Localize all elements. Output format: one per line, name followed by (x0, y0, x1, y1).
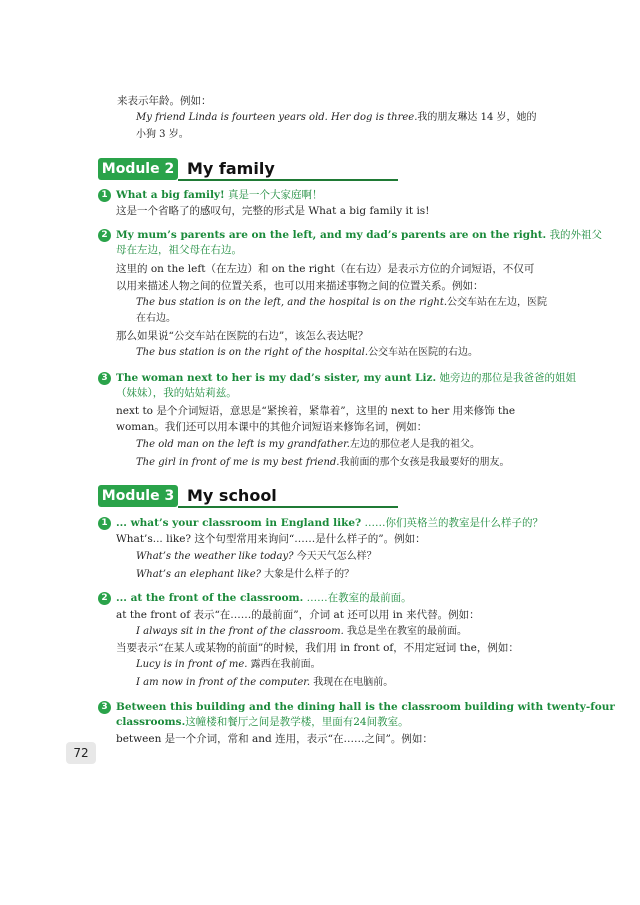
module-2-header (98, 158, 398, 182)
m3-item-1-example-1-cn: 今天天气怎么样？ (296, 551, 377, 562)
module-3-badge: Module 3 (98, 485, 178, 507)
intro-line: 来表示年龄。例如： (117, 95, 212, 107)
intro-example-cn-2: 小狗 3 岁。 (136, 129, 189, 140)
m3-item-1-example-2 (136, 568, 354, 582)
m2-item-2-example-2 (136, 346, 478, 360)
m3-item-1-example-2-cn: 大象是什么样子的？ (264, 569, 355, 580)
m2-item-2-heading-cn-2: 母在左边，祖父母在右边。 (116, 244, 242, 256)
m3-item-3-heading-en-2: classrooms. (116, 716, 186, 728)
m2-item-3-number: 3 (98, 372, 111, 385)
m2-item-2-heading-cn: 我的外祖父 (549, 229, 603, 241)
m2-item-2-number: 2 (98, 229, 111, 242)
m2-item-3-heading-cn-2: （妹妹），我的姑姑莉兹。 (116, 387, 237, 399)
m3-item-1-line: What’s... like? 这个句型常用来询问“……是什么样子的”。例如： (116, 533, 426, 545)
module-3-underline (178, 506, 398, 508)
m3-item-1-example-1-en: What’s the weather like today? (136, 551, 294, 562)
module-2-badge: Module 2 (98, 158, 178, 180)
m3-item-2-line-2: 当要表示“在某人或某物的前面”的时候，我们用 in front of，不用定冠词 the，例如： (116, 642, 519, 654)
m3-item-2-heading (116, 591, 412, 605)
m2-item-3-line-2: woman。我们还可以用本课中的其他介词短语来修饰名词，例如： (116, 421, 428, 433)
m3-item-1-heading (116, 516, 543, 530)
m3-item-2-example-1 (136, 625, 467, 639)
m3-item-2-example-2 (136, 658, 321, 672)
m2-item-1-heading (116, 188, 322, 202)
m3-item-2-example-1-en: I always sit in the front of the classroom. (136, 626, 344, 637)
m2-item-2-example-2-en: The bus station is on the right of the hospital. (136, 347, 369, 358)
m3-item-2-example-1-cn: 我总是坐在教室的最前面。 (346, 626, 467, 637)
m2-item-3-heading (116, 371, 576, 385)
m2-item-1-heading-en: What a big family! (116, 189, 225, 201)
m3-item-3-line: between 是一个介词，常和 and 连用，表示“在……之间”。例如： (116, 733, 433, 745)
m2-item-3-example-1 (136, 438, 480, 452)
m2-item-1-heading-cn: 真是一个大家庭啊！ (227, 189, 323, 201)
m2-item-2-heading (116, 228, 602, 242)
m2-item-2-line-3: 那么如果说“公交车站在医院的右边”，该怎么表达呢？ (116, 330, 369, 342)
intro-example-cn: 我的朋友琳达 14 岁，她的 (417, 112, 537, 123)
m3-item-2-example-3-cn: 我现在在电脑前。 (313, 677, 394, 688)
m2-item-2-example-1-en: The bus station is on the left, and the hospital is on the right. (136, 297, 448, 308)
m3-item-1-heading-cn: ……你们英格兰的教室是什么样子的？ (364, 517, 544, 529)
m2-item-2-example-1 (136, 296, 547, 310)
m3-item-2-example-3 (136, 676, 393, 690)
m2-item-2-line-1: 这里的 on the left（在左边）和 on the right（在右边）是表示方位的介词短语，不仅可 (116, 263, 535, 275)
m2-item-2-line-2: 以用来描述人物之间的位置关系，也可以用来描述事物之间的位置关系。例如： (116, 280, 484, 292)
m3-item-1-heading-en: ... what’s your classroom in England like? (116, 517, 362, 529)
m3-item-3-heading-cn: 这幢楼和餐厅之间是教学楼，里面有24间教室。 (185, 716, 409, 728)
m2-item-3-example-1-cn: 左边的那位老人是我的祖父。 (349, 439, 480, 450)
m3-item-3-heading-2 (116, 715, 409, 729)
module-2-title: My family (187, 159, 275, 178)
m2-item-1-line: 这是一个省略了的感叹句，完整的形式是 What a big family it is! (116, 205, 430, 217)
m3-item-2-example-2-cn: 露西在我前面。 (250, 659, 321, 670)
m2-item-2-example-1-cn: 公交车站在左边，医院 (447, 297, 548, 308)
m3-item-1-number: 1 (98, 517, 111, 530)
intro-example-en: My friend Linda is fourteen years old. Her dog is three. (136, 112, 418, 123)
m3-item-2-line-1: at the front of 表示“在……的最前面”，介词 at 还可以用 in 来代替。例如： (116, 609, 480, 621)
m3-item-2-heading-en: ... at the front of the classroom. (116, 592, 304, 604)
m2-item-2-example-1-cn-2: 在右边。 (136, 313, 176, 324)
module-3-header (98, 485, 398, 509)
m3-item-2-example-2-en: Lucy is in front of me. (136, 659, 248, 670)
m2-item-3-example-2-en: The girl in front of me is my best friend. (136, 457, 340, 468)
module-2-underline (178, 179, 398, 181)
m2-item-2-heading-en: My mum’s parents are on the left, and my dad’s parents are on the right. (116, 229, 547, 241)
m2-item-1-number: 1 (98, 189, 111, 202)
m2-item-3-line-1: next to 是个介词短语，意思是“紧挨着，紧靠着”，这里的 next to her 用来修饰 the (116, 405, 516, 417)
m2-item-3-example-1-en: The old man on the left is my grandfather. (136, 439, 350, 450)
m3-item-2-example-3-en: I am now in front of the computer. (136, 677, 311, 688)
page-number: 72 (66, 742, 96, 764)
m3-item-2-heading-cn: ……在教室的最前面。 (306, 592, 412, 604)
module-3-title: My school (187, 486, 277, 505)
m2-item-3-example-2 (136, 456, 510, 470)
m3-item-1-example-1 (136, 550, 377, 564)
m2-item-3-example-2-cn: 我前面的那个女孩是我最要好的朋友。 (339, 457, 510, 468)
m2-item-2-example-2-cn: 公交车站在医院的右边。 (368, 347, 479, 358)
m3-item-2-number: 2 (98, 592, 111, 605)
m3-item-1-example-2-en: What’s an elephant like? (136, 569, 261, 580)
m3-item-3-heading-en: Between this building and the dining hall is the classroom building with twenty-four (116, 701, 615, 713)
m2-item-3-heading-en: The woman next to her is my dad’s sister, my aunt Liz. (116, 372, 437, 384)
m2-item-3-heading-cn: 她旁边的那位是我爸爸的姐姐 (439, 372, 576, 384)
intro-example (136, 111, 537, 125)
m3-item-3-number: 3 (98, 701, 111, 714)
